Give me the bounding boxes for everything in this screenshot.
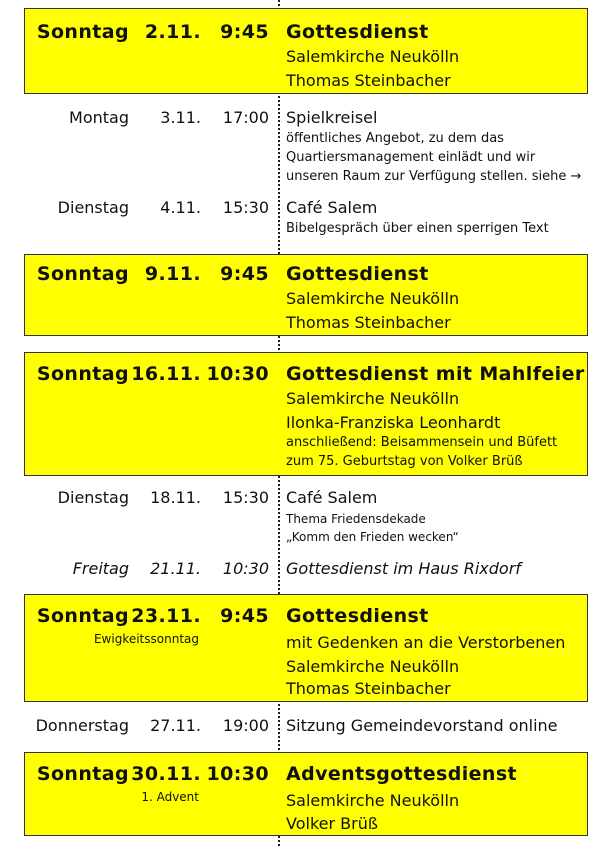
event-time: 9:45 (220, 263, 269, 285)
event-date: 16.11. (131, 363, 201, 385)
event-row (0, 262, 611, 286)
event-date: 18.11. (150, 488, 201, 507)
event-row (0, 557, 611, 581)
event-time: 10:30 (206, 363, 269, 385)
event-date: 4.11. (160, 198, 201, 217)
event-day: Sonntag (36, 263, 129, 285)
event-subtitle: 1. Advent (141, 790, 199, 804)
event-detail: Salemkirche Neukölln (286, 289, 460, 308)
event-day: Sonntag (36, 763, 129, 785)
event-date: 23.11. (131, 605, 201, 627)
event-time: 15:30 (222, 198, 269, 217)
event-row (0, 20, 611, 44)
event-day: Sonntag (36, 605, 129, 627)
event-day: Montag (69, 108, 129, 127)
event-title: Spielkreisel (286, 108, 378, 127)
event-row (0, 762, 611, 786)
event-date: 3.11. (160, 108, 201, 127)
event-title: Adventsgottesdienst (286, 763, 518, 785)
event-detail: „Komm den Frieden wecken“ (286, 530, 459, 544)
event-day: Sonntag (36, 21, 129, 43)
event-day: Sonntag (36, 363, 129, 385)
event-date: 21.11. (150, 559, 201, 578)
event-detail: anschließend: Beisammensein und Büfett (286, 435, 558, 450)
event-time: 10:30 (206, 763, 269, 785)
event-title: Gottesdienst (286, 605, 429, 627)
event-time: 17:00 (222, 108, 269, 127)
event-time: 9:45 (220, 21, 269, 43)
event-time: 19:00 (222, 716, 269, 735)
event-detail: zum 75. Geburtstag von Volker Brüß (286, 454, 523, 469)
event-title: Café Salem (286, 488, 378, 507)
event-title: Café Salem (286, 198, 378, 217)
event-time: 10:30 (222, 559, 269, 578)
event-title: Gottesdienst im Haus Rixdorf (286, 559, 521, 578)
event-detail: mit Gedenken an die Verstorbenen (286, 633, 566, 652)
event-detail: unseren Raum zur Verfügung stellen. siehe → (286, 169, 582, 184)
event-row (0, 362, 611, 386)
event-detail: Bibelgespräch über einen sperrigen Text (286, 221, 549, 236)
event-day: Dienstag (57, 488, 129, 507)
event-detail: Thomas Steinbacher (286, 313, 451, 332)
event-date: 30.11. (131, 763, 201, 785)
event-day: Donnerstag (35, 716, 129, 735)
event-day: Freitag (72, 559, 129, 578)
event-detail: Ilonka-Franziska Leonhardt (286, 413, 501, 432)
event-detail: Thema Friedensdekade (286, 512, 426, 526)
event-detail: Salemkirche Neukölln (286, 389, 460, 408)
event-detail: öffentliches Angebot, zu dem das (286, 131, 504, 146)
event-date: 27.11. (150, 716, 201, 735)
event-detail: Salemkirche Neukölln (286, 791, 460, 810)
event-title: Gottesdienst mit Mahlfeier (286, 363, 585, 385)
event-title: Gottesdienst (286, 21, 429, 43)
event-detail: Thomas Steinbacher (286, 71, 451, 90)
event-detail: Salemkirche Neukölln (286, 657, 460, 676)
event-title: Gottesdienst (286, 263, 429, 285)
event-row (0, 604, 611, 628)
event-subtitle: Ewigkeitssonntag (93, 632, 199, 646)
event-time: 9:45 (220, 605, 269, 627)
event-time: 15:30 (222, 488, 269, 507)
event-date: 9.11. (144, 263, 201, 285)
event-detail: Quartiersmanagement einlädt und wir (286, 150, 536, 165)
event-title: Sitzung Gemeindevorstand online (286, 716, 558, 735)
event-date: 2.11. (144, 21, 201, 43)
event-row (0, 714, 611, 738)
event-detail: Volker Brüß (286, 814, 378, 833)
event-detail: Thomas Steinbacher (286, 679, 451, 698)
event-detail: Salemkirche Neukölln (286, 47, 460, 66)
event-day: Dienstag (57, 198, 129, 217)
